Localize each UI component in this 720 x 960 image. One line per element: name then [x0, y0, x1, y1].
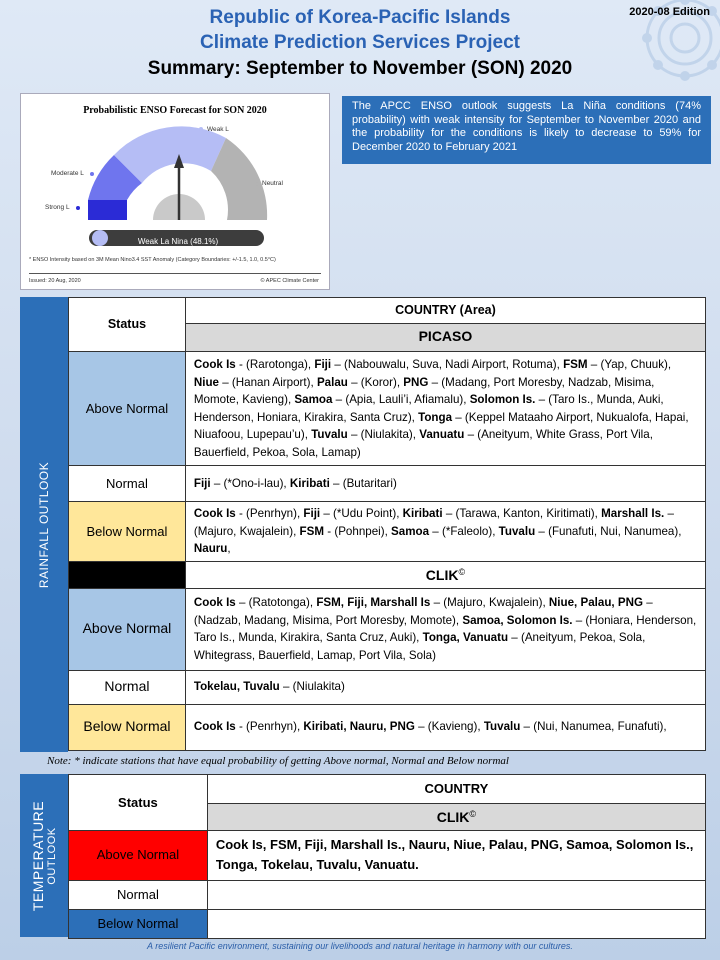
gauge-strong-segment — [88, 200, 127, 220]
picaso-above-countries: Cook Is - (Rarotonga), Fiji – (Nabouwalu, Suva, Nadi Airport, Rotuma), FSM – (Yap, Chuuk), Niue – (Hanan Airport), Palau – (Koror), PNG – (Madang, Port Moresby, Nadzab, Misima, Momote, Kavieng), Samoa – (Apia, Lauli’i, Afiamalu), Solomon Is. – (Taro Is., Munda, Auki, Henderson, Honiara, Kirakira, Santa Cruz), Tonga – (Keppel Mataaho Airport, Nukualofa, Hapai, Niuafoou, Lupepau’u), Tuvalu – (Niulakita), Vanuatu – (Aneityum, White Grass, Port Vila, Bauerfield, Pekoa, Sola, Lamap) — [185, 352, 705, 466]
header-titles — [0, 5, 720, 82]
picaso-normal-countries: Fiji – (*Ono-i-lau), Kiribati – (Butaritari) — [185, 466, 705, 502]
temperature-status-header: Status — [69, 775, 208, 831]
temp-normal-status: Normal — [69, 880, 208, 909]
label-strong-l: Strong L — [45, 204, 70, 211]
enso-credit: © APEC Climate Center — [260, 278, 319, 284]
picaso-normal-status: Normal — [69, 466, 186, 502]
enso-summary-box: The APCC ENSO outlook suggests La Niña conditions (74% probability) with weak intensity for September to November 2020 and the probability for the conditions is likely to decrease to 59% for December 2020 to February 2021 — [342, 96, 711, 164]
enso-divider — [29, 273, 321, 274]
label-weak-l: Weak L — [207, 126, 229, 133]
clik-header: CLIK© — [185, 562, 705, 589]
picaso-below-countries: Cook Is - (Penrhyn), Fiji – (*Udu Point), Kiribati – (Tarawa, Kanton, Kiritimati), Marshall Is. – (Majuro, Kwajalein), FSM - (Pohnpei), Samoa – (*Faleolo), Tuvalu – (Funafuti, Nui, Nanumea), Nauru, — [185, 502, 705, 562]
label-moderate-l: Moderate L — [51, 170, 84, 177]
temp-above-status: Above Normal — [69, 830, 208, 880]
label-neutral: Neutral — [262, 180, 283, 187]
stations-note: Note: * indicate stations that have equal probability of getting Above normal, Normal and Below normal — [47, 755, 509, 767]
title-line-2: Climate Prediction Services Project — [200, 32, 520, 53]
temp-above-countries: Cook Is, FSM, Fiji, Marshall Is., Nauru, Niue, Palau, PNG, Samoa, Solomon Is., Tonga, Tokelau, Tuvalu, Vanuatu. — [207, 830, 705, 880]
enso-forecast-figure — [20, 93, 330, 290]
summary-title: Summary: September to November (SON) 2020 — [147, 58, 573, 79]
indicator-text: Weak La Nina (48.1%) — [137, 237, 219, 246]
temp-below-countries — [207, 909, 705, 938]
issued-date: Issued: 20 Aug, 2020 — [29, 278, 81, 284]
clik-normal-countries: Tokelau, Tuvalu – (Niulakita) — [185, 670, 705, 704]
enso-figure-title: Probabilistic ENSO Forecast for SON 2020 — [83, 105, 267, 116]
footer-motto: A resilient Pacific environment, sustaining our livelihoods and natural heritage in harmony with our cultures. — [147, 941, 573, 951]
clik-below-status: Below Normal — [69, 704, 186, 750]
picaso-header: PICASO — [185, 324, 705, 352]
clik-below-countries: Cook Is - (Penrhyn), Kiribati, Nauru, PNG – (Kavieng), Tuvalu – (Nui, Nanumea, Funafuti), — [185, 704, 705, 750]
picaso-above-status: Above Normal — [69, 352, 186, 466]
clik-above-status: Above Normal — [69, 588, 186, 670]
rainfall-table — [68, 297, 706, 751]
temperature-country-header: COUNTRY — [207, 775, 705, 804]
rainfall-country-header: COUNTRY (Area) — [185, 298, 705, 324]
rainfall-status-header: Status — [69, 298, 186, 352]
clik-above-countries: Cook Is – (Ratotonga), FSM, Fiji, Marshall Is – (Majuro, Kwajalein), Niue, Palau, PNG – (Nadzab, Madang, Misima, Port Moresby, Momote), Samoa, Solomon Is. – (Honiara, Henderson, Taro Is., Munda, Kirakira, Santa Cruz, Auki), Tonga, Vanuatu – (Aneityum, Pekoa, Sola, Whitegrass, Bauerfield, Lamap, Port Vila, Sola) — [185, 588, 705, 670]
temperature-clik-header: CLIK© — [207, 804, 705, 831]
clik-normal-status: Normal — [69, 670, 186, 704]
rainfall-sidebar-label: RAINFALL OUTLOOK — [37, 461, 51, 588]
edition-label: 2020-08 Edition — [629, 6, 710, 18]
temperature-sidebar — [20, 774, 68, 937]
temperature-sidebar-label: TEMPERATURE OUTLOOK — [30, 800, 58, 911]
title-line-1: Republic of Korea-Pacific Islands — [209, 7, 511, 28]
temp-normal-countries — [207, 880, 705, 909]
temperature-table — [68, 774, 706, 939]
temp-below-status: Below Normal — [69, 909, 208, 938]
rainfall-sidebar — [20, 297, 68, 752]
picaso-below-status: Below Normal — [69, 502, 186, 562]
enso-footnote: * ENSO Intensity based on 3M Mean Nino3.4 SST Anomaly (Category Boundaries: +/-1.5, 1.0, 0.5°C) — [29, 257, 276, 263]
clik-status-blank — [69, 562, 186, 589]
